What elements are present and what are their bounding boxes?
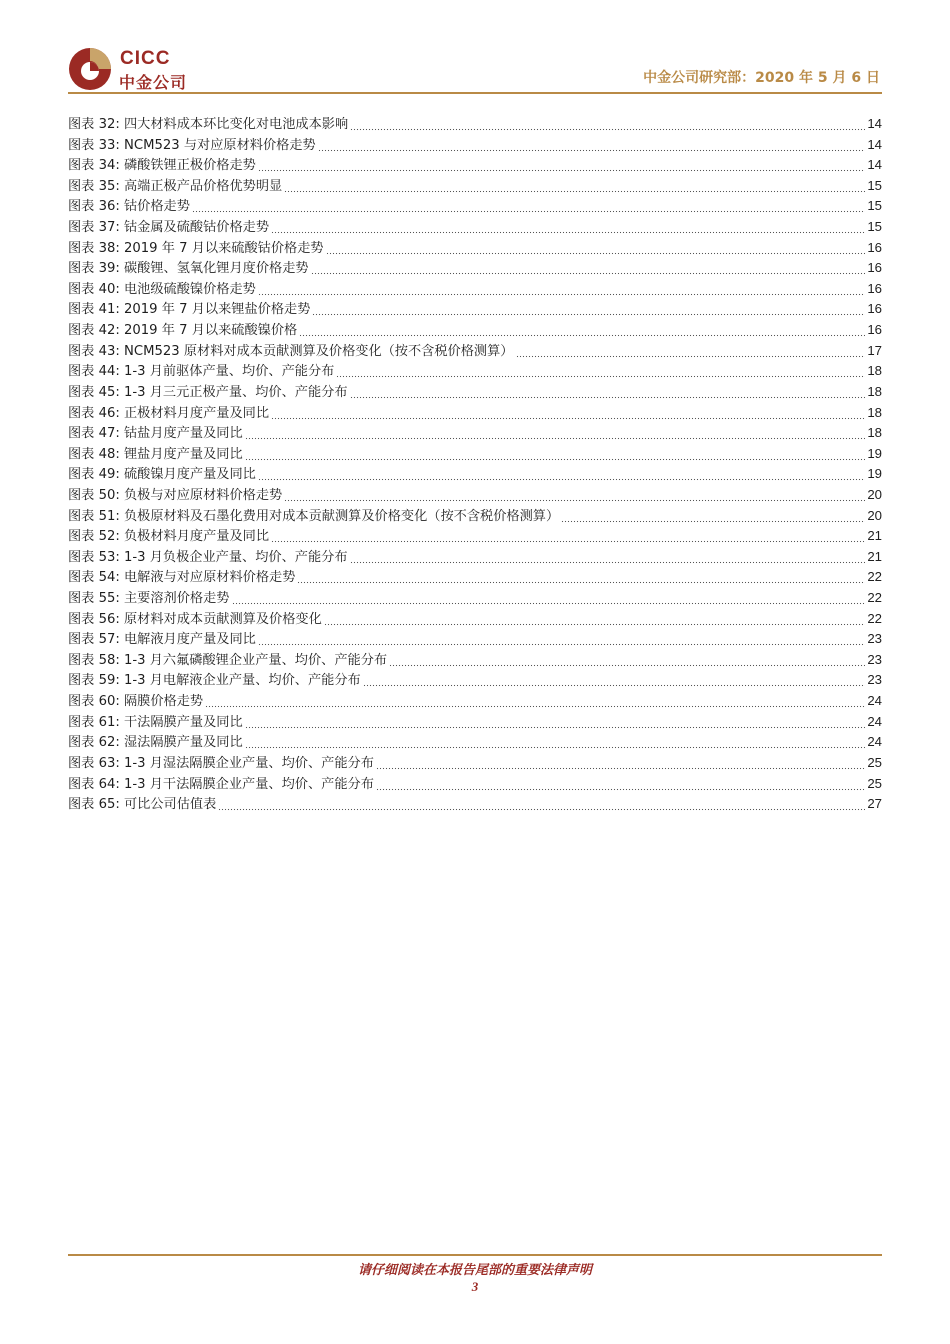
toc-entry[interactable] — [68, 691, 882, 712]
toc-entry-title — [68, 630, 256, 651]
toc-entry[interactable] — [68, 341, 882, 362]
toc-entry[interactable] — [68, 382, 882, 403]
toc-entry-label: 图表 54: — [68, 570, 120, 586]
toc-entry-caption: 电解液月度产量及同比 — [124, 632, 256, 648]
toc-entry-page: 22 — [867, 610, 882, 626]
toc-entry-caption: 磷酸铁锂正极价格走势 — [124, 158, 256, 174]
toc-entry[interactable] — [68, 670, 882, 691]
toc-entry-label: 图表 43: — [68, 343, 120, 359]
toc-entry-caption: 原材料对成本贡献测算及价格变化 — [124, 611, 322, 627]
toc-entry-title — [68, 321, 297, 342]
toc-entry[interactable] — [68, 320, 882, 341]
toc-entry-title — [68, 280, 256, 301]
toc-entry-caption: 电池级硫酸镍价格走势 — [124, 281, 256, 297]
toc-entry[interactable] — [68, 753, 882, 774]
toc-entry-caption: 隔膜价格走势 — [124, 694, 204, 710]
toc-entry-label: 图表 65: — [68, 797, 120, 813]
toc-entry-label: 图表 34: — [68, 158, 120, 174]
header-divider — [68, 92, 882, 94]
toc-entry-caption: 四大材料成本环比变化对电池成本影响 — [124, 117, 349, 132]
toc-dot-leader — [245, 444, 866, 465]
toc-entry-title — [68, 156, 256, 177]
toc-entry-page: 14 — [867, 157, 882, 173]
toc-entry-page: 22 — [867, 590, 882, 606]
toc-entry-label: 图表 56: — [68, 611, 120, 627]
toc-entry-title — [68, 218, 269, 239]
toc-dot-leader — [376, 774, 865, 795]
toc-entry-page: 19 — [867, 445, 882, 461]
logo-text-cn: 中金公司 — [119, 73, 188, 92]
toc-entry-caption: 负极原材料及石墨化费用对成本贡献测算及价格变化（按不含税价格测算） — [124, 508, 560, 524]
toc-entry-page: 19 — [867, 466, 882, 482]
toc-entry-title — [68, 754, 374, 775]
toc-entry-title — [68, 115, 348, 136]
toc-entry[interactable] — [68, 732, 882, 753]
toc-entry-label: 图表 49: — [68, 467, 120, 483]
toc-entry-caption: 电解液与对应原材料价格走势 — [124, 570, 296, 586]
toc-entry-caption: 1-3 月三元正极产量、均价、产能分布 — [124, 384, 348, 400]
toc-entry-caption: 碳酸锂、氢氧化锂月度价格走势 — [124, 261, 309, 277]
toc-dot-leader — [561, 506, 865, 527]
toc-entry-page: 15 — [867, 198, 882, 214]
toc-entry[interactable] — [68, 155, 882, 176]
toc-dot-leader — [350, 114, 865, 135]
toc-entry-caption: 可比公司估值表 — [124, 797, 217, 813]
toc-entry-caption: 负极与对应原材料价格走势 — [124, 487, 283, 503]
toc-dot-leader — [516, 341, 866, 362]
toc-dot-leader — [389, 650, 865, 671]
toc-entry[interactable] — [68, 423, 882, 444]
toc-entry-caption: 1-3 月六氟磷酸锂企业产量、均价、产能分布 — [124, 652, 388, 668]
toc-entry-title — [68, 362, 334, 383]
toc-entry-page: 20 — [867, 507, 882, 523]
toc-entry-title — [68, 424, 243, 445]
toc-entry-page: 16 — [867, 280, 882, 296]
page-number: 3 — [471, 1279, 479, 1294]
toc-dot-leader — [258, 155, 865, 176]
legal-disclaimer-note: 请仔细阅读在本报告尾部的重要法律声明 — [357, 1263, 592, 1278]
toc-entry-label: 图表 58: — [68, 652, 120, 668]
toc-entry-label: 图表 41: — [68, 302, 120, 318]
toc-dot-leader — [245, 423, 866, 444]
toc-entry-caption: 湿法隔膜产量及同比 — [124, 735, 243, 751]
toc-entry[interactable] — [68, 299, 882, 320]
toc-dot-leader — [271, 526, 865, 547]
toc-entry-page: 18 — [867, 383, 882, 399]
toc-entry-label: 图表 32: — [68, 117, 120, 132]
toc-dot-leader — [258, 279, 865, 300]
toc-entry-title — [68, 548, 348, 569]
toc-dot-leader — [311, 258, 866, 279]
toc-dot-leader — [350, 382, 866, 403]
toc-entry-label: 图表 46: — [68, 405, 120, 421]
toc-entry[interactable] — [68, 712, 882, 733]
toc-entry-title — [68, 713, 243, 734]
toc-dot-leader — [350, 547, 866, 568]
toc-entry-label: 图表 48: — [68, 446, 120, 462]
toc-entry[interactable] — [68, 774, 882, 795]
toc-entry[interactable] — [68, 506, 882, 527]
toc-entry-caption: 正极材料月度产量及同比 — [124, 405, 270, 421]
toc-entry[interactable] — [68, 444, 882, 465]
toc-entry-label: 图表 60: — [68, 694, 120, 710]
toc-entry-title — [68, 259, 309, 280]
toc-entry[interactable] — [68, 217, 882, 238]
toc-dot-leader — [326, 238, 866, 259]
toc-entry[interactable] — [68, 176, 882, 197]
toc-entry-caption: 1-3 月湿法隔膜企业产量、均价、产能分布 — [124, 755, 374, 771]
toc-entry-caption: 负极材料月度产量及同比 — [124, 529, 270, 545]
toc-entry-page: 14 — [867, 136, 882, 152]
toc-dot-leader — [218, 794, 865, 815]
toc-entry-label: 图表 59: — [68, 673, 120, 689]
cicc-logo — [68, 44, 198, 92]
toc-entry-title — [68, 239, 324, 260]
toc-entry-caption: 1-3 月干法隔膜企业产量、均价、产能分布 — [124, 776, 374, 792]
toc-entry-title — [68, 692, 203, 713]
toc-entry-title — [68, 445, 243, 466]
toc-entry-label: 图表 38: — [68, 240, 120, 256]
toc-entry-title — [68, 610, 322, 631]
toc-entry-page: 20 — [867, 486, 882, 502]
toc-dot-leader — [284, 176, 865, 197]
toc-dot-leader — [324, 609, 866, 630]
toc-entry-label: 图表 52: — [68, 529, 120, 545]
toc-entry-page: 14 — [867, 116, 882, 131]
toc-entry-label: 图表 36: — [68, 199, 120, 215]
toc-entry-label: 图表 37: — [68, 220, 120, 236]
toc-entry[interactable] — [68, 403, 882, 424]
toc-entry-page: 21 — [867, 548, 882, 564]
toc-entry-page: 21 — [867, 528, 882, 544]
toc-entry[interactable] — [68, 526, 882, 547]
toc-entry-caption: 1-3 月前驱体产量、均价、产能分布 — [124, 364, 335, 380]
toc-entry-title — [68, 136, 316, 157]
toc-entry[interactable] — [68, 794, 882, 815]
toc-dot-leader — [299, 320, 865, 341]
toc-entry-page: 18 — [867, 404, 882, 420]
toc-entry[interactable] — [68, 258, 882, 279]
toc-dot-leader — [376, 753, 865, 774]
toc-entry-label: 图表 51: — [68, 508, 120, 524]
toc-entry-caption: 1-3 月负极企业产量、均价、产能分布 — [124, 549, 348, 565]
toc-entry-caption: 硫酸镍月度产量及同比 — [124, 467, 256, 483]
toc-dot-leader — [192, 196, 865, 217]
table-of-figures — [68, 114, 882, 815]
toc-entry-title — [68, 383, 348, 404]
toc-dot-leader — [258, 629, 865, 650]
toc-entry-title — [68, 300, 310, 321]
toc-entry-label: 图表 39: — [68, 261, 120, 277]
toc-entry-label: 图表 62: — [68, 735, 120, 751]
toc-entry-caption: 2019 年 7 月以来锂盐价格走势 — [124, 302, 311, 318]
toc-dot-leader — [336, 361, 865, 382]
toc-dot-leader — [232, 588, 866, 609]
toc-entry-page: 16 — [867, 301, 882, 317]
toc-dot-leader — [245, 732, 866, 753]
toc-dot-leader — [312, 299, 865, 320]
toc-entry-page: 18 — [867, 425, 882, 441]
toc-entry-label: 图表 35: — [68, 178, 120, 194]
toc-entry-title — [68, 177, 282, 198]
toc-entry-label: 图表 61: — [68, 714, 120, 730]
toc-entry[interactable] — [68, 114, 882, 135]
toc-entry[interactable] — [68, 238, 882, 259]
toc-entry-title — [68, 486, 282, 507]
toc-entry-label: 图表 45: — [68, 384, 120, 400]
toc-dot-leader — [245, 712, 866, 733]
toc-entry[interactable] — [68, 485, 882, 506]
toc-entry-label: 图表 57: — [68, 632, 120, 648]
toc-entry-caption: 钴盐月度产量及同比 — [124, 426, 243, 442]
toc-entry[interactable] — [68, 629, 882, 650]
toc-entry-caption: 2019 年 7 月以来硫酸钴价格走势 — [124, 240, 324, 256]
toc-entry-page: 27 — [867, 796, 882, 812]
toc-entry-label: 图表 55: — [68, 591, 120, 607]
toc-dot-leader — [363, 670, 866, 691]
toc-entry-title — [68, 775, 374, 796]
toc-entry-title — [68, 651, 387, 672]
toc-entry-caption: 钴价格走势 — [124, 199, 190, 215]
toc-entry-caption: NCM523 原材料对成本贡献测算及价格变化（按不含税价格测算） — [124, 343, 514, 359]
toc-entry[interactable] — [68, 588, 882, 609]
footer-divider — [68, 1254, 882, 1256]
toc-entry-caption: 干法隔膜产量及同比 — [124, 714, 243, 730]
toc-entry-title — [68, 342, 514, 363]
toc-entry-caption: 高端正极产品价格优势明显 — [124, 178, 283, 194]
toc-entry-label: 图表 53: — [68, 549, 120, 565]
toc-entry-title — [68, 507, 559, 528]
toc-entry-caption: NCM523 与对应原材料价格走势 — [124, 137, 316, 153]
toc-entry-title — [68, 795, 216, 816]
toc-entry-page: 23 — [867, 672, 882, 688]
toc-entry[interactable] — [68, 609, 882, 630]
logo-text-en: CICC — [120, 48, 171, 69]
toc-entry-page: 15 — [867, 177, 882, 193]
toc-dot-leader — [318, 135, 866, 156]
department-date: 中金公司研究部：2020 年 5 月 6 日 — [643, 70, 880, 86]
toc-entry-label: 图表 63: — [68, 755, 120, 771]
toc-entry-title — [68, 197, 190, 218]
toc-dot-leader — [271, 403, 865, 424]
toc-entry-caption: 2019 年 7 月以来硫酸镍价格 — [124, 323, 298, 339]
toc-entry-caption: 主要溶剂价格走势 — [124, 591, 230, 607]
toc-entry-page: 23 — [867, 631, 882, 647]
toc-entry-caption: 锂盐月度产量及同比 — [124, 446, 243, 462]
toc-entry-label: 图表 47: — [68, 426, 120, 442]
toc-dot-leader — [271, 217, 865, 238]
toc-entry-title — [68, 568, 295, 589]
toc-entry[interactable] — [68, 464, 882, 485]
toc-entry[interactable] — [68, 135, 882, 156]
toc-entry-label: 图表 44: — [68, 364, 120, 380]
toc-entry-title — [68, 733, 243, 754]
toc-entry-page: 22 — [867, 569, 882, 585]
toc-entry-title — [68, 465, 256, 486]
toc-dot-leader — [297, 567, 865, 588]
toc-entry-title — [68, 404, 269, 425]
toc-entry[interactable] — [68, 279, 882, 300]
toc-entry-page: 24 — [867, 693, 882, 709]
toc-entry[interactable] — [68, 196, 882, 217]
toc-dot-leader — [284, 485, 865, 506]
toc-entry[interactable] — [68, 650, 882, 671]
toc-entry-caption: 1-3 月电解液企业产量、均价、产能分布 — [124, 673, 361, 689]
toc-entry-page: 25 — [867, 754, 882, 770]
toc-dot-leader — [205, 691, 865, 712]
toc-entry-title — [68, 589, 230, 610]
toc-dot-leader — [258, 464, 865, 485]
toc-entry[interactable] — [68, 361, 882, 382]
toc-entry-page: 24 — [867, 734, 882, 750]
toc-entry-title — [68, 527, 269, 548]
toc-entry-page: 25 — [867, 775, 882, 791]
toc-entry-page: 17 — [867, 342, 882, 358]
toc-entry-page: 15 — [867, 219, 882, 235]
toc-entry-label: 图表 33: — [68, 137, 120, 153]
toc-entry-label: 图表 50: — [68, 487, 120, 503]
toc-entry-label: 图表 42: — [68, 323, 120, 339]
cicc-logo-icon — [68, 47, 112, 91]
toc-entry-page: 16 — [867, 322, 882, 338]
toc-entry-page: 24 — [867, 713, 882, 729]
toc-entry-label: 图表 40: — [68, 281, 120, 297]
toc-entry[interactable] — [68, 547, 882, 568]
toc-entry-page: 18 — [867, 363, 882, 379]
toc-entry[interactable] — [68, 567, 882, 588]
toc-entry-title — [68, 671, 361, 692]
toc-entry-page: 16 — [867, 260, 882, 276]
toc-entry-label: 图表 64: — [68, 776, 120, 792]
toc-entry-page: 23 — [867, 651, 882, 667]
toc-entry-page: 16 — [867, 239, 882, 255]
toc-entry-caption: 钴金属及硫酸钴价格走势 — [124, 220, 270, 236]
page-header — [68, 40, 882, 92]
